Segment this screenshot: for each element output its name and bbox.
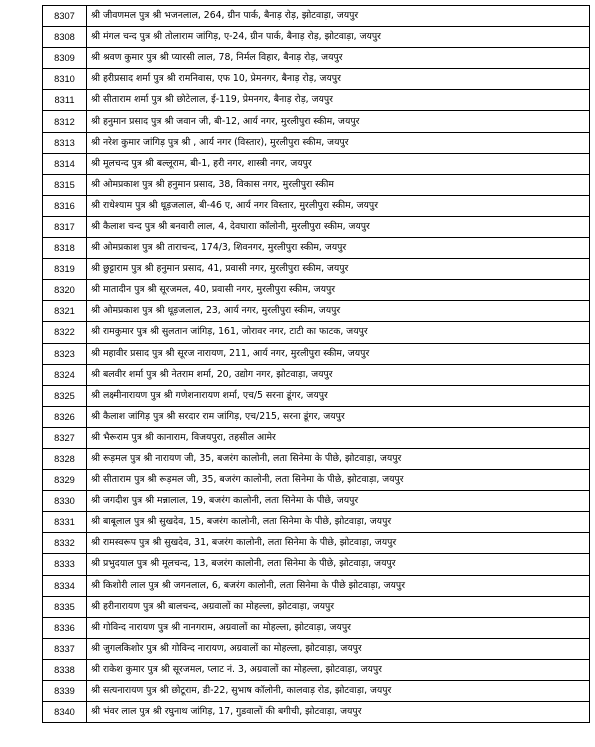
table-row [43, 470, 590, 491]
table-row [43, 174, 590, 195]
member-entry: श्री सीताराम पुत्र श्री रूड़मल जी, 35, बजरंग कालोनी, लता सिनेमा के पीछे, झोटवाड़ा, जयपुर [87, 470, 590, 491]
serial-number: 8308 [43, 27, 87, 48]
member-entry: श्री राधेश्याम पुत्र श्री धूड़जलाल, बी-46 ए, आर्य नगर विस्तार, मुरलीपुरा स्कीम, जयपुर [87, 195, 590, 216]
table-row [43, 48, 590, 69]
member-entry: श्री ओमप्रकाश पुत्र श्री धूड़जलाल, 23, आर्य नगर, मुरलीपुरा स्कीम, जयपुर [87, 301, 590, 322]
member-entry: श्री कैलाश जांगिड़ पुत्र श्री सरदार राम जांगिड़, एच/215, सरना डूंगर, जयपुर [87, 406, 590, 427]
member-entry: श्री गोविन्द नारायण पुत्र श्री नानगराम, अग्रवालों का मोहल्ला, झोटवाड़ा, जयपुर [87, 617, 590, 638]
member-entry: श्री बाबूलाल पुत्र श्री सुखदेव, 15, बजरंग कालोनी, लता सिनेमा के पीछे, झोटवाड़ा, जयपुर [87, 512, 590, 533]
member-entry: श्री छुट्टाराम पुत्र श्री हनुमान प्रसाद, 41, प्रवासी नगर, मुरलीपुरा स्कीम, जयपुर [87, 259, 590, 280]
table-row [43, 681, 590, 702]
serial-number: 8325 [43, 385, 87, 406]
serial-number: 8338 [43, 659, 87, 680]
serial-number: 8339 [43, 681, 87, 702]
serial-number: 8337 [43, 638, 87, 659]
table-row [43, 195, 590, 216]
member-entry: श्री रूड़मल पुत्र श्री नारायण जी, 35, बजरंग कालोनी, लता सिनेमा के पीछे, झोटवाड़ा, जयपुर [87, 448, 590, 469]
member-entry: श्री महावीर प्रसाद पुत्र श्री सूरज नारायण, 211, आर्य नगर, मुरलीपुरा स्कीम, जयपुर [87, 343, 590, 364]
serial-number: 8313 [43, 132, 87, 153]
serial-number: 8312 [43, 111, 87, 132]
serial-number: 8317 [43, 216, 87, 237]
member-entry: श्री भंवर लाल पुत्र श्री रघुनाथ जांगिड़, 17, गुडवालों की बगीची, झोटवाड़ा, जयपुर [87, 702, 590, 723]
serial-number: 8327 [43, 427, 87, 448]
member-entry: श्री प्रभुदयाल पुत्र श्री मूलचन्द, 13, बजरंग कालोनी, लता सिनेमा के पीछे, झोटवाड़ा, जयपुर [87, 554, 590, 575]
serial-number: 8332 [43, 533, 87, 554]
member-entry: श्री बलवीर शर्मा पुत्र श्री नेतराम शर्मा, 20, उद्योग नगर, झोटवाड़ा, जयपुर [87, 364, 590, 385]
member-entry: श्री किशोरी लाल पुत्र श्री जगनलाल, 6, बजरंग कालोनी, लता सिनेमा के पीछे झोटवाड़ा, जयपुर [87, 575, 590, 596]
serial-number: 8331 [43, 512, 87, 533]
table-row [43, 491, 590, 512]
serial-number: 8330 [43, 491, 87, 512]
serial-number: 8333 [43, 554, 87, 575]
table-row [43, 259, 590, 280]
serial-number: 8335 [43, 596, 87, 617]
member-entry: श्री सत्यनारायण पुत्र श्री छोटूराम, डी-22, सुभाष कॉलोनी, कालवाड़ रोड, झोटवाड़ा, जयपुर [87, 681, 590, 702]
serial-number: 8329 [43, 470, 87, 491]
table-row [43, 596, 590, 617]
table-row [43, 6, 590, 27]
table-row [43, 659, 590, 680]
member-entry: श्री हरीनारायण पुत्र श्री बालचन्द, अग्रवालों का मोहल्ला, झोटवाड़ा, जयपुर [87, 596, 590, 617]
table-row [43, 280, 590, 301]
serial-number: 8314 [43, 153, 87, 174]
table-row [43, 406, 590, 427]
serial-number: 8318 [43, 238, 87, 259]
table-row [43, 132, 590, 153]
table-row [43, 427, 590, 448]
table-row [43, 512, 590, 533]
table-row [43, 238, 590, 259]
table-row [43, 27, 590, 48]
serial-number: 8340 [43, 702, 87, 723]
serial-number: 8326 [43, 406, 87, 427]
serial-number: 8322 [43, 322, 87, 343]
member-entry: श्री हरीप्रसाद शर्मा पुत्र श्री रामनिवास, एफ 10, प्रेमनगर, बैनाड़ रोड़, जयपुर [87, 69, 590, 90]
member-entry: श्री रामस्वरूप पुत्र श्री सुखदेव, 31, बजरंग कालोनी, लता सिनेमा के पीछे, झोटवाड़ा, जयपुर [87, 533, 590, 554]
member-entry: श्री ओमप्रकाश पुत्र श्री हनुमान प्रसाद, 38, विकास नगर, मुरलीपुरा स्कीम [87, 174, 590, 195]
member-entry: श्री रामकुमार पुत्र श्री सुलतान जांगिड़, 161, जोरावर नगर, टाटी का फाटक, जयपुर [87, 322, 590, 343]
serial-number: 8316 [43, 195, 87, 216]
serial-number: 8324 [43, 364, 87, 385]
table-row [43, 575, 590, 596]
serial-number: 8334 [43, 575, 87, 596]
table-row [43, 301, 590, 322]
member-entry: श्री सीताराम शर्मा पुत्र श्री छोटेलाल, ई-119, प्रेमनगर, बैनाड़ रोड़, जयपुर [87, 90, 590, 111]
serial-number: 8309 [43, 48, 87, 69]
table-row [43, 216, 590, 237]
serial-number: 8328 [43, 448, 87, 469]
member-entry: श्री मातादीन पुत्र श्री सूरजमल, 40, प्रवासी नगर, मुरलीपुरा स्कीम, जयपुर [87, 280, 590, 301]
serial-number: 8310 [43, 69, 87, 90]
table-row [43, 638, 590, 659]
table-row [43, 617, 590, 638]
member-entry: श्री श्रवण कुमार पुत्र श्री प्यारसी लाल, 78, निर्मल विहार, बैनाड़ रोड़, जयपुर [87, 48, 590, 69]
serial-number: 8336 [43, 617, 87, 638]
table-row [43, 322, 590, 343]
table-row [43, 69, 590, 90]
member-entry: श्री नरेश कुमार जांगिड़ पुत्र श्री , आर्य नगर (विस्तार), मुरलीपुरा स्कीम, जयपुर [87, 132, 590, 153]
table-row [43, 111, 590, 132]
member-entry: श्री भैरूराम पुत्र श्री कानाराम, विजयपुरा, तहसील आमेर [87, 427, 590, 448]
member-entry: श्री लक्ष्मीनारायण पुत्र श्री गणेशनारायण शर्मा, एच/5 सरना डूंगर, जयपुर [87, 385, 590, 406]
member-entry: श्री मंगल चन्द पुत्र श्री तोलाराम जांगिड़, ए-24, ग्रीन पार्क, बैनाड़ रोड़, झोटवाड़ा, जयपुर [87, 27, 590, 48]
table-row [43, 153, 590, 174]
table-row [43, 364, 590, 385]
serial-number: 8311 [43, 90, 87, 111]
serial-number: 8319 [43, 259, 87, 280]
member-entry: श्री ओमप्रकाश पुत्र श्री ताराचन्द, 174/3, शिवनगर, मुरलीपुरा स्कीम, जयपुर [87, 238, 590, 259]
table-row [43, 448, 590, 469]
table-row [43, 533, 590, 554]
serial-number: 8307 [43, 6, 87, 27]
member-entry: श्री जगदीश पुत्र श्री मन्नालाल, 19, बजरंग कालोनी, लता सिनेमा के पीछे, जयपुर [87, 491, 590, 512]
table-row [43, 343, 590, 364]
member-entry: श्री हनुमान प्रसाद पुत्र श्री जवान जी, बी-12, आर्य नगर, मुरलीपुरा स्कीम, जयपुर [87, 111, 590, 132]
member-entry: श्री जुगलकिशोर पुत्र श्री गोविन्द नारायण, अग्रवालों का मोहल्ला, झोटवाड़ा, जयपुर [87, 638, 590, 659]
member-entry: श्री मूलचन्द पुत्र श्री बल्लूराम, बी-1, हरी नगर, शास्त्री नगर, जयपुर [87, 153, 590, 174]
serial-number: 8315 [43, 174, 87, 195]
serial-number: 8323 [43, 343, 87, 364]
table-row [43, 385, 590, 406]
member-entry: श्री राकेश कुमार पुत्र श्री सूरजमल, प्लाट नं. 3, अग्रवालों का मोहल्ला, झोटवाड़ा, जयपुर [87, 659, 590, 680]
table-row [43, 90, 590, 111]
table-row [43, 554, 590, 575]
member-entry: श्री कैलाश चन्द पुत्र श्री बनवारी लाल, 4, देवघाराा कॉलोनी, मुरलीपुरा स्कीम, जयपुर [87, 216, 590, 237]
member-register-table [42, 5, 590, 723]
register-body [43, 6, 590, 723]
serial-number: 8321 [43, 301, 87, 322]
member-entry: श्री जीवणमल पुत्र श्री भजनलाल, 264, ग्रीन पार्क, बैनाड़ रोड़, झोटवाड़ा, जयपुर [87, 6, 590, 27]
table-row [43, 702, 590, 723]
serial-number: 8320 [43, 280, 87, 301]
